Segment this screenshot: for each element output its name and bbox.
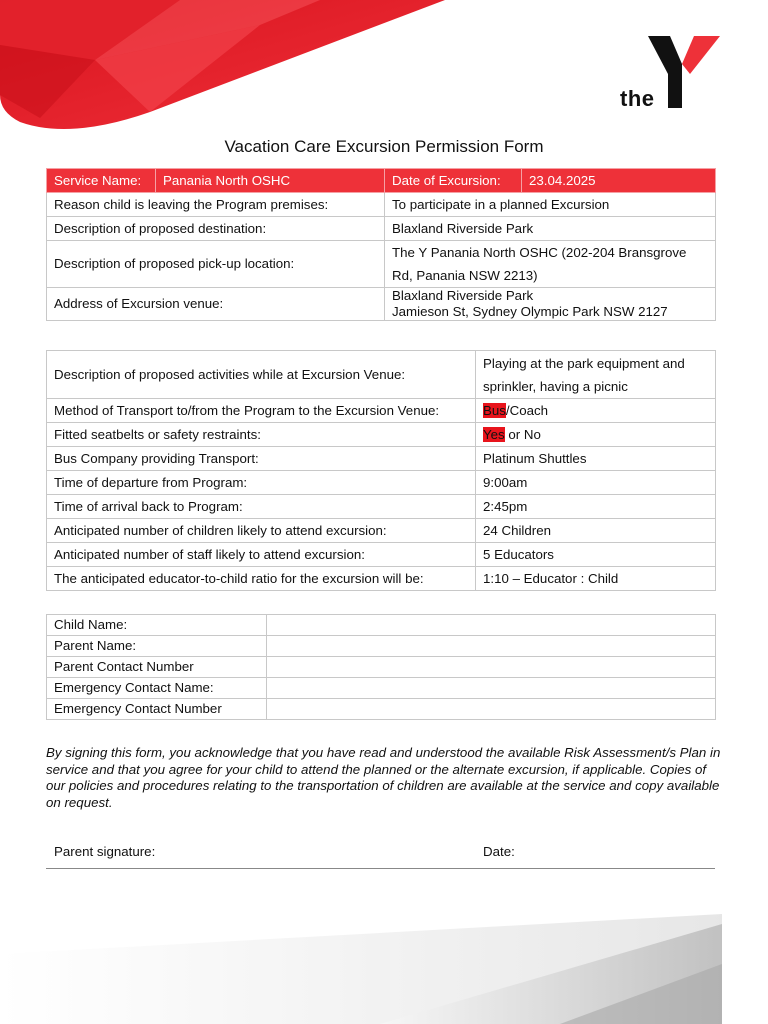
table-row — [47, 217, 716, 241]
footer-decoration — [0, 914, 768, 1024]
emergency-name-label: Emergency Contact Name: — [47, 678, 267, 699]
activities-value: Playing at the park equipment and sprinkler, having a picnic — [476, 351, 716, 399]
child-name-label: Child Name: — [47, 615, 267, 636]
excursion-details-table — [46, 350, 716, 591]
table-row — [47, 288, 716, 321]
table-row — [47, 447, 716, 471]
parent-signature-label: Parent signature: — [54, 844, 156, 859]
pickup-label: Description of proposed pick-up location: — [47, 241, 385, 288]
venue-address-line1: Blaxland Riverside Park — [392, 288, 534, 303]
table-row — [47, 678, 716, 699]
children-count-label: Anticipated number of children likely to attend excursion: — [47, 519, 476, 543]
venue-address-value — [385, 288, 716, 321]
reason-value: To participate in a planned Excursion — [385, 193, 716, 217]
service-header-row — [47, 169, 716, 193]
table-row — [47, 699, 716, 720]
destination-label: Description of proposed destination: — [47, 217, 385, 241]
transport-rest: /Coach — [505, 402, 549, 418]
bus-company-label: Bus Company providing Transport: — [47, 447, 476, 471]
table-row — [47, 657, 716, 678]
bus-company-value: Platinum Shuttles — [476, 447, 716, 471]
emergency-number-field[interactable] — [267, 699, 716, 720]
staff-count-value: 5 Educators — [476, 543, 716, 567]
emergency-name-field[interactable] — [267, 678, 716, 699]
arrival-time-value: 2:45pm — [476, 495, 716, 519]
arrival-time-label: Time of arrival back to Program: — [47, 495, 476, 519]
disclaimer-text: By signing this form, you acknowledge that you have read and understood the available Risk Assessment/s Plan in service and that you agree for your child to attend the planned or the alternate excursion, if applicable. Copies of our policies and procedures relating to the transportation of children are available at the service and copy available on request. — [46, 745, 721, 810]
service-name-value: Panania North OSHC — [156, 169, 385, 193]
children-count-value: 24 Children — [476, 519, 716, 543]
departure-time-label: Time of departure from Program: — [47, 471, 476, 495]
signature-line[interactable] — [46, 868, 715, 869]
seatbelts-selected: Yes — [483, 426, 505, 442]
transport-selected: Bus — [483, 402, 506, 418]
destination-value: Blaxland Riverside Park — [385, 217, 716, 241]
child-name-field[interactable] — [267, 615, 716, 636]
logo-text: the — [620, 86, 655, 111]
excursion-date-label: Date of Excursion: — [385, 169, 522, 193]
table-row — [47, 543, 716, 567]
table-row — [47, 495, 716, 519]
page-title: Vacation Care Excursion Permission Form — [224, 137, 544, 156]
parent-name-field[interactable] — [267, 636, 716, 657]
venue-address-line2: Jamieson St, Sydney Olympic Park NSW 2127 — [392, 304, 668, 319]
transport-label: Method of Transport to/from the Program to the Excursion Venue: — [47, 399, 476, 423]
excursion-date-value: 23.04.2025 — [522, 169, 716, 193]
table-row — [47, 615, 716, 636]
staff-count-label: Anticipated number of staff likely to attend excursion: — [47, 543, 476, 567]
table-row — [47, 636, 716, 657]
table-row — [47, 471, 716, 495]
table-row — [47, 519, 716, 543]
parent-contact-field[interactable] — [267, 657, 716, 678]
table-row — [47, 567, 716, 591]
reason-label: Reason child is leaving the Program premises: — [47, 193, 385, 217]
service-name-label: Service Name: — [47, 169, 156, 193]
parent-contact-label: Parent Contact Number — [47, 657, 267, 678]
service-details-table — [46, 168, 716, 321]
activities-label: Description of proposed activities while at Excursion Venue: — [47, 351, 476, 399]
departure-time-value: 9:00am — [476, 471, 716, 495]
venue-address-label: Address of Excursion venue: — [47, 288, 385, 321]
contact-details-table — [46, 614, 716, 720]
signature-date-label: Date: — [483, 844, 515, 859]
ratio-label: The anticipated educator-to-child ratio for the excursion will be: — [47, 567, 476, 591]
transport-value — [476, 399, 716, 423]
table-row — [47, 241, 716, 288]
ratio-value: 1:10 – Educator : Child — [476, 567, 716, 591]
table-row — [47, 193, 716, 217]
pickup-value: The Y Panania North OSHC (202-204 Bransgrove Rd, Panania NSW 2213) — [385, 241, 716, 288]
seatbelts-value — [476, 423, 716, 447]
table-row — [47, 351, 716, 399]
table-row — [47, 399, 716, 423]
seatbelts-rest: or No — [504, 426, 541, 442]
parent-name-label: Parent Name: — [47, 636, 267, 657]
seatbelts-label: Fitted seatbelts or safety restraints: — [47, 423, 476, 447]
emergency-number-label: Emergency Contact Number — [47, 699, 267, 720]
table-row — [47, 423, 716, 447]
